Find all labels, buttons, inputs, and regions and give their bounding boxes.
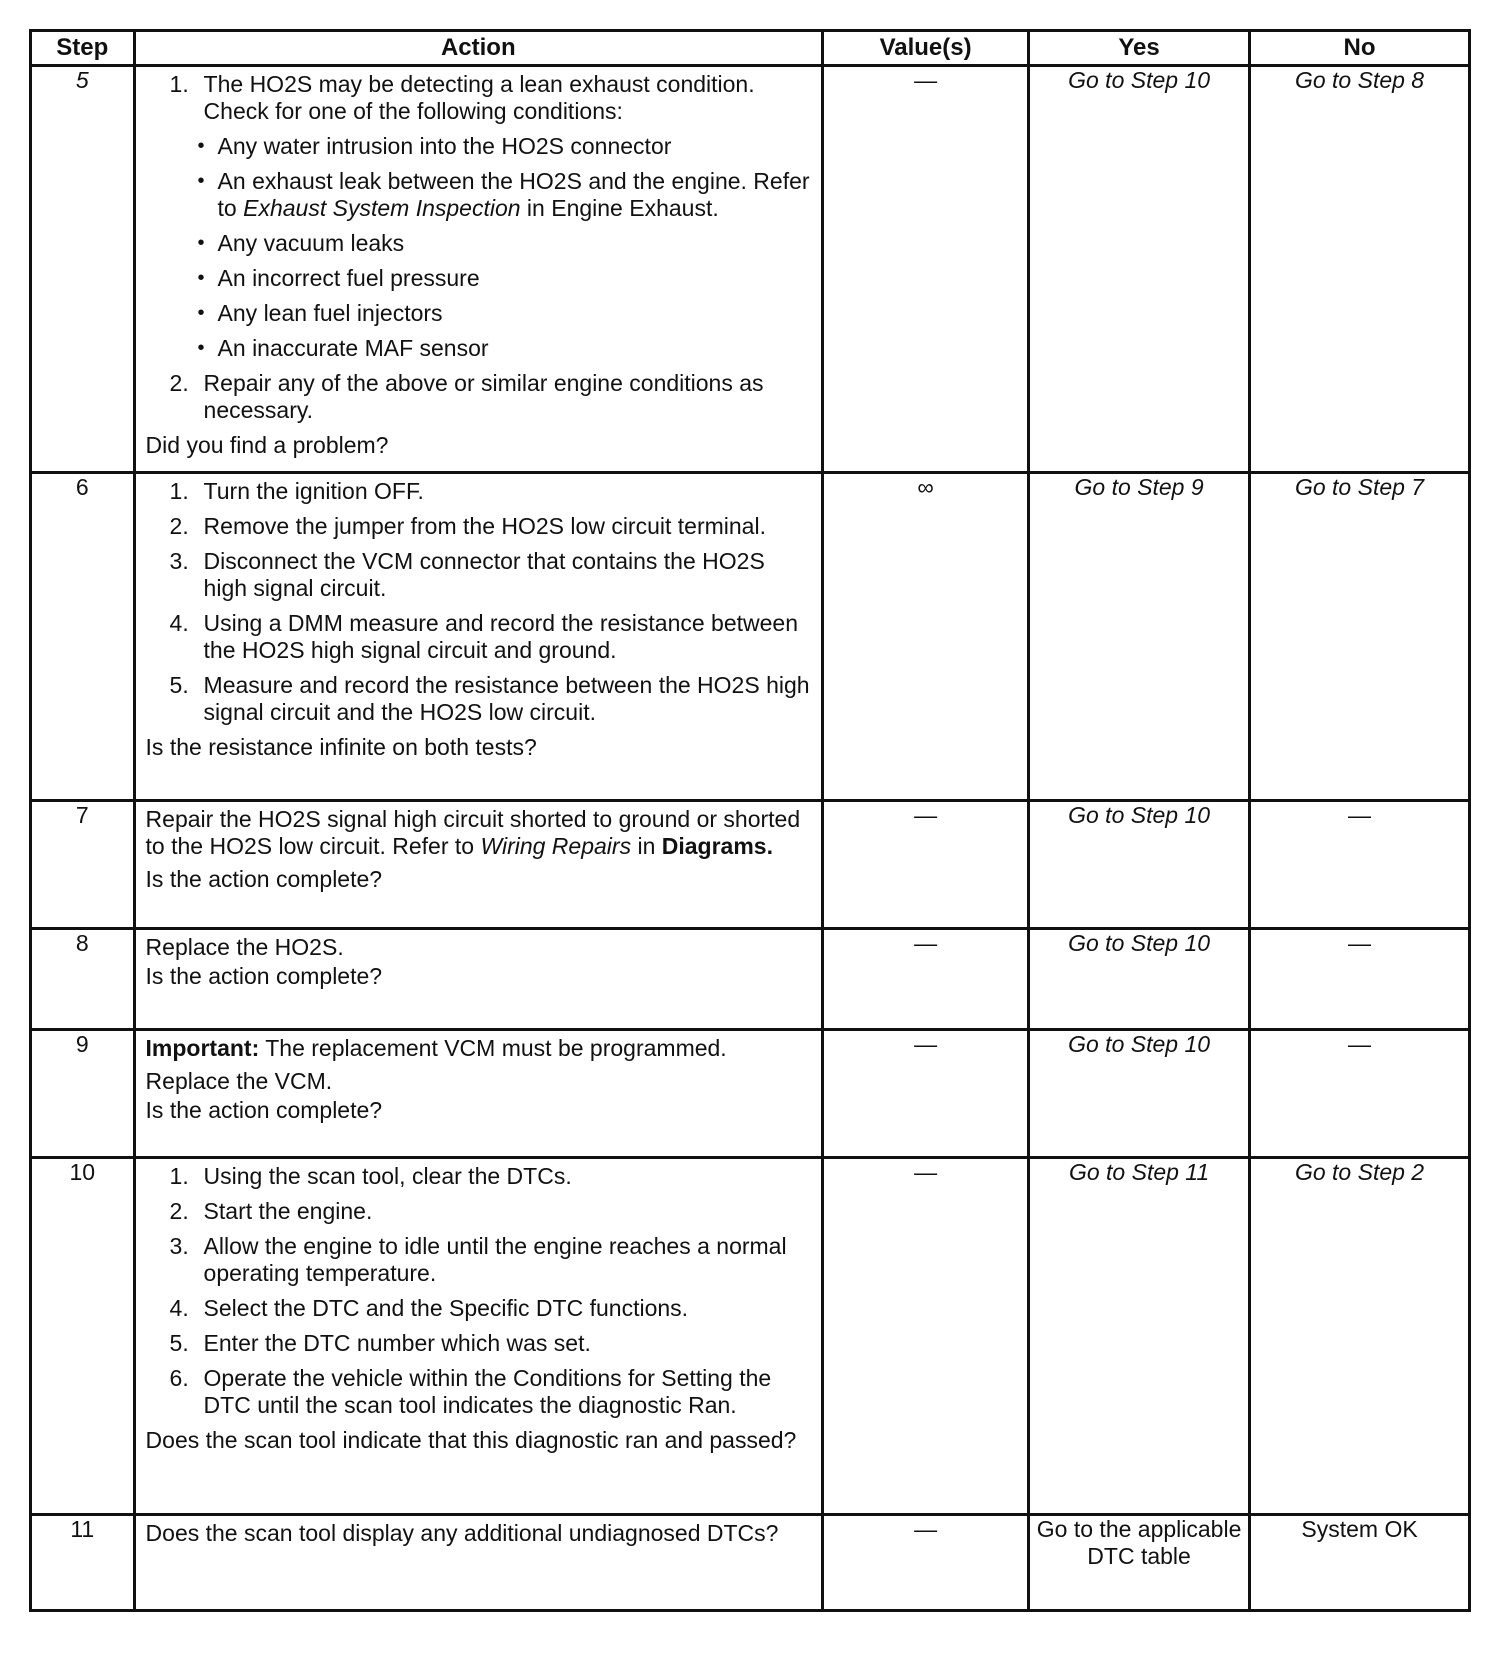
list-item: 3. Disconnect the VCM connector that contains the HO2S high signal circuit.	[169, 548, 765, 601]
bullet-item: • Any vacuum leaks	[197, 230, 405, 256]
header-action: Action	[134, 31, 823, 66]
yes-cell: Go to Step 10	[1029, 801, 1250, 929]
diagnostic-table	[29, 29, 1471, 1612]
value-cell: —	[823, 1515, 1029, 1611]
action-cell	[134, 66, 823, 473]
table-row-step-11	[31, 1515, 1470, 1611]
important-note: Important: The replacement VCM must be programmed.	[145, 1035, 727, 1061]
action-cell	[134, 1030, 823, 1158]
no-cell: —	[1250, 801, 1470, 929]
header-no: No	[1250, 31, 1470, 66]
list-item: 6. Operate the vehicle within the Conditions for Setting the DTC until the scan tool indicates the diagnostic Ran.	[169, 1365, 772, 1418]
step-number: 7	[31, 801, 135, 929]
no-cell: —	[1250, 1030, 1470, 1158]
action-cell	[134, 929, 823, 1030]
question-text: Is the action complete?	[145, 963, 383, 989]
bullet-item: • Any lean fuel injectors	[197, 300, 443, 326]
action-text: Repair the HO2S signal high circuit shorted to ground or shorted to the HO2S low circuit. Refer to Wiring Repairs in Diagrams.	[145, 806, 801, 859]
yes-cell: Go to Step 10	[1029, 1030, 1250, 1158]
action-cell	[134, 473, 823, 801]
no-cell: Go to Step 2	[1250, 1158, 1470, 1515]
step-number: 9	[31, 1030, 135, 1158]
table-row-step-6	[31, 473, 1470, 801]
reference-link-text: Wiring Repairs	[480, 833, 632, 859]
action-cell	[134, 801, 823, 929]
no-cell: Go to Step 7	[1250, 473, 1470, 801]
list-item: 5. Measure and record the resistance between the HO2S high signal circuit and the HO2S low circuit.	[169, 672, 810, 725]
table-row-step-10	[31, 1158, 1470, 1515]
list-item: 1. The HO2S may be detecting a lean exhaust condition. Check for one of the following conditions:	[169, 71, 755, 124]
question-text: Is the resistance infinite on both tests?	[145, 734, 537, 760]
table-row-step-9	[31, 1030, 1470, 1158]
yes-cell: Go to Step 11	[1029, 1158, 1250, 1515]
bullet-item: • An exhaust leak between the HO2S and the engine. Refer to Exhaust System Inspection in Engine Exhaust.	[197, 168, 810, 221]
no-cell: Go to Step 8	[1250, 66, 1470, 473]
table-row-step-8	[31, 929, 1470, 1030]
list-item: 5. Enter the DTC number which was set.	[169, 1330, 591, 1356]
header-row	[31, 31, 1470, 66]
action-cell	[134, 1515, 823, 1611]
list-item: 4. Select the DTC and the Specific DTC functions.	[169, 1295, 689, 1321]
step-number: 5	[31, 66, 135, 473]
yes-cell: Go to Step 9	[1029, 473, 1250, 801]
reference-link-text: Exhaust System Inspection	[243, 195, 521, 221]
header-step: Step	[31, 31, 135, 66]
bullet-item: • Any water intrusion into the HO2S connector	[197, 133, 672, 159]
list-item: 4. Using a DMM measure and record the resistance between the HO2S high signal circuit and ground.	[169, 610, 798, 663]
question-text: Does the scan tool indicate that this diagnostic ran and passed?	[145, 1427, 797, 1453]
action-text: Replace the HO2S.	[145, 934, 344, 960]
bullet-item: • An inaccurate MAF sensor	[197, 335, 489, 361]
step-number: 10	[31, 1158, 135, 1515]
value-cell: —	[823, 801, 1029, 929]
bullet-item: • An incorrect fuel pressure	[197, 265, 480, 291]
question-text: Does the scan tool display any additional undiagnosed DTCs?	[145, 1520, 779, 1546]
list-item: 2. Repair any of the above or similar engine conditions as necessary.	[169, 370, 764, 423]
yes-cell: Go to Step 10	[1029, 929, 1250, 1030]
step-number: 8	[31, 929, 135, 1030]
value-cell: ∞	[823, 473, 1029, 801]
value-cell: —	[823, 66, 1029, 473]
value-cell: —	[823, 1158, 1029, 1515]
table-row-step-7	[31, 801, 1470, 929]
step-number: 6	[31, 473, 135, 801]
question-text: Is the action complete?	[145, 1097, 383, 1123]
no-cell: System OK	[1250, 1515, 1470, 1611]
question-text: Did you find a problem?	[145, 432, 389, 458]
question-text: Is the action complete?	[145, 866, 383, 892]
header-yes: Yes	[1029, 31, 1250, 66]
header-values: Value(s)	[823, 31, 1029, 66]
list-item: 3. Allow the engine to idle until the engine reaches a normal operating temperature.	[169, 1233, 787, 1286]
action-cell	[134, 1158, 823, 1515]
value-cell: —	[823, 1030, 1029, 1158]
table-row-step-5	[31, 66, 1470, 473]
action-text: Replace the VCM.	[145, 1068, 333, 1094]
step-number: 11	[31, 1515, 135, 1611]
list-item: 1. Turn the ignition OFF.	[169, 478, 424, 504]
list-item: 2. Remove the jumper from the HO2S low circuit terminal.	[169, 513, 766, 539]
yes-cell: Go to the applicable DTC table	[1029, 1515, 1250, 1611]
no-cell: —	[1250, 929, 1470, 1030]
list-item: 1. Using the scan tool, clear the DTCs.	[169, 1163, 572, 1189]
yes-cell: Go to Step 10	[1029, 66, 1250, 473]
value-cell: —	[823, 929, 1029, 1030]
list-item: 2. Start the engine.	[169, 1198, 373, 1224]
